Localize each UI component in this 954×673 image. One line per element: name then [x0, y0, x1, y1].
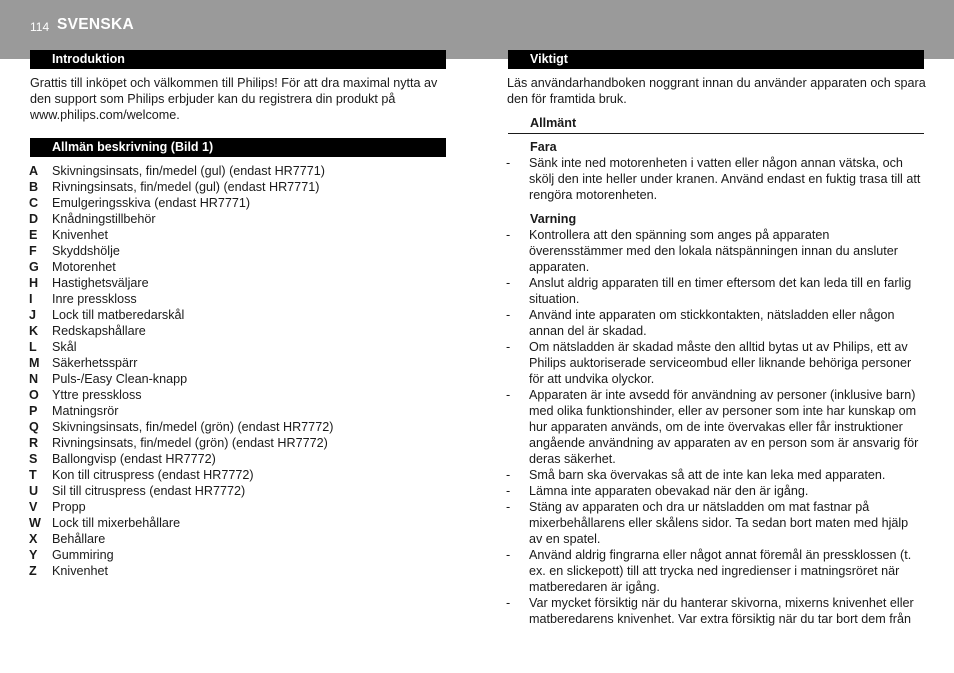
part-description: Gummiring — [52, 548, 114, 562]
part-description: Lock till mixerbehållare — [52, 516, 181, 530]
bullet-dash: - — [506, 388, 511, 402]
bullet-text: Anslut aldrig apparaten till en timer eftersom det kan leda till en farlig situation. — [529, 276, 912, 306]
bullet-text: Små barn ska övervakas så att de inte kan leka med apparaten. — [529, 468, 886, 482]
bullet-dash: - — [506, 548, 511, 562]
language-title: SVENSKA — [57, 16, 135, 33]
bullet-item — [506, 483, 922, 499]
part-letter: R — [29, 436, 39, 450]
bullet-text: Kontrollera att den spänning som anges på apparaten överensstämmer med den lokala nätspänningen innan du ansluter apparaten. — [529, 228, 898, 274]
bullet-item — [506, 227, 922, 275]
bullet-dash: - — [506, 484, 511, 498]
part-letter: N — [29, 372, 39, 386]
part-description: Knivenhet — [52, 564, 109, 578]
section-divider — [508, 133, 924, 134]
part-letter: I — [29, 292, 33, 306]
part-letter: A — [29, 164, 39, 178]
part-description: Yttre presskloss — [52, 388, 142, 402]
bullet-text: Var mycket försiktig när du hanterar skivorna, mixerns knivenhet eller matberedarens knivenhet. Var extra försiktig när du tar bort dem från — [529, 596, 914, 626]
bullet-item — [506, 499, 922, 547]
part-description: Redskapshållare — [52, 324, 146, 338]
bullet-text: Sänk inte ned motorenheten i vatten eller någon annan vätska, och skölj den inte heller under kranen. Använd endast en fuktig trasa till att rengöra motorenheten. — [529, 156, 921, 202]
danger-list — [506, 155, 922, 203]
important-heading — [508, 50, 924, 69]
part-description: Emulgeringsskiva (endast HR7771) — [52, 196, 251, 210]
bullet-text: Stäng av apparaten och dra ur nätsladden om mat fastnar på mixerbehållarens eller skålens sidor. Ta sedan bort maten med hjälp av en spatel. — [529, 500, 909, 546]
part-description: Kon till citruspress (endast HR7772) — [52, 468, 254, 482]
bullet-dash: - — [506, 468, 511, 482]
part-description: Knivenhet — [52, 228, 109, 242]
part-letter: M — [29, 356, 40, 370]
part-description: Motorenhet — [52, 260, 116, 274]
part-letter: D — [29, 212, 39, 226]
important-heading-text: Viktigt — [530, 52, 568, 66]
part-description: Propp — [52, 500, 86, 514]
bullet-text: Om nätsladden är skadad måste den alltid bytas ut av Philips, ett av Philips auktoriserade serviceombud eller liknande behöriga personer för att undvika olyckor. — [529, 340, 912, 386]
bullet-text: Apparaten är inte avsedd för användning av personer (inklusive barn) med olika funktionshinder, eller av personer som inte har kunskap om hur apparaten används, om de inte övervakas eller får instruktioner angående användning av apparaten av en person som är ansvarig för deras säkerhet. — [529, 388, 919, 466]
part-description: Matningsrör — [52, 404, 119, 418]
part-description: Skivningsinsats, fin/medel (gul) (endast HR7771) — [52, 164, 325, 178]
part-description: Behållare — [52, 532, 106, 546]
bullet-text: Lämna inte apparaten obevakad när den är igång. — [529, 484, 809, 498]
danger-heading: Fara — [530, 140, 557, 154]
page-number: 114 — [30, 20, 50, 34]
part-description: Rivningsinsats, fin/medel (grön) (endast HR7772) — [52, 436, 328, 450]
part-letter: B — [29, 180, 39, 194]
warning-heading: Varning — [530, 212, 577, 226]
warning-list — [506, 227, 922, 627]
part-description: Puls-/Easy Clean-knapp — [52, 372, 188, 386]
bullet-dash: - — [506, 276, 511, 290]
part-letter: K — [29, 324, 39, 338]
part-letter: H — [29, 276, 39, 290]
bullet-text: Använd inte apparaten om stickkontakten, nätsladden eller någon annan del är skadad. — [529, 308, 895, 338]
general-description-heading-text: Allmän beskrivning (Bild 1) — [52, 140, 214, 154]
bullet-item — [506, 275, 922, 307]
part-letter: Z — [29, 564, 37, 578]
part-letter: F — [29, 244, 37, 258]
part-letter: C — [29, 196, 39, 210]
part-description: Lock till matberedarskål — [52, 308, 185, 322]
bullet-item — [506, 155, 922, 203]
bullet-item — [506, 307, 922, 339]
part-letter: Q — [29, 420, 39, 434]
part-description: Säkerhetsspärr — [52, 356, 138, 370]
part-description: Sil till citruspress (endast HR7772) — [52, 484, 246, 498]
part-letter: P — [29, 404, 38, 418]
bullet-dash: - — [506, 308, 511, 322]
part-letter: E — [29, 228, 38, 242]
part-description: Knådningstillbehör — [52, 212, 156, 226]
part-description: Skål — [52, 340, 77, 354]
bullet-item — [506, 595, 922, 627]
bullet-dash: - — [506, 596, 511, 610]
introduction-heading-text: Introduktion — [52, 52, 125, 66]
part-description: Skyddshölje — [52, 244, 120, 258]
part-letter: Y — [29, 548, 38, 562]
bullet-item — [506, 547, 922, 595]
bullet-item — [506, 467, 922, 483]
part-letter: W — [29, 516, 41, 530]
part-letter: O — [29, 388, 39, 402]
part-letter: X — [29, 532, 38, 546]
introduction-heading — [30, 50, 446, 69]
bullet-dash: - — [506, 228, 511, 242]
bullet-dash: - — [506, 156, 511, 170]
part-letter: G — [29, 260, 39, 274]
bullet-dash: - — [506, 500, 511, 514]
part-description: Hastighetsväljare — [52, 276, 149, 290]
part-letter: V — [29, 500, 38, 514]
bullet-item — [506, 387, 922, 467]
part-description: Skivningsinsats, fin/medel (grön) (endast HR7772) — [52, 420, 334, 434]
part-letter: S — [29, 452, 38, 466]
general-description-heading — [30, 138, 446, 157]
part-description: Ballongvisp (endast HR7772) — [52, 452, 216, 466]
part-letter: L — [29, 340, 37, 354]
bullet-item — [506, 339, 922, 387]
general-subheading: Allmänt — [530, 116, 577, 130]
part-description: Rivningsinsats, fin/medel (gul) (endast HR7771) — [52, 180, 320, 194]
part-description: Inre presskloss — [52, 292, 137, 306]
part-letter: J — [29, 308, 37, 322]
bullet-text: Använd aldrig fingrarna eller något annat föremål än pressklossen (t. ex. en slickepott) till att trycka ned ingredienser i matningsröret när matberedaren är igång. — [529, 548, 912, 594]
bullet-dash: - — [506, 340, 511, 354]
part-letter: U — [29, 484, 39, 498]
important-text: Läs användarhandboken noggrant innan du använder apparaten och spara den för framtida bruk. — [507, 76, 926, 106]
part-letter: T — [29, 468, 37, 482]
introduction-text: Grattis till inköpet och välkommen till Philips! För att dra maximal nytta av den support som Philips erbjuder kan du registrera din produkt på www.philips.com/welcome. — [30, 76, 438, 122]
